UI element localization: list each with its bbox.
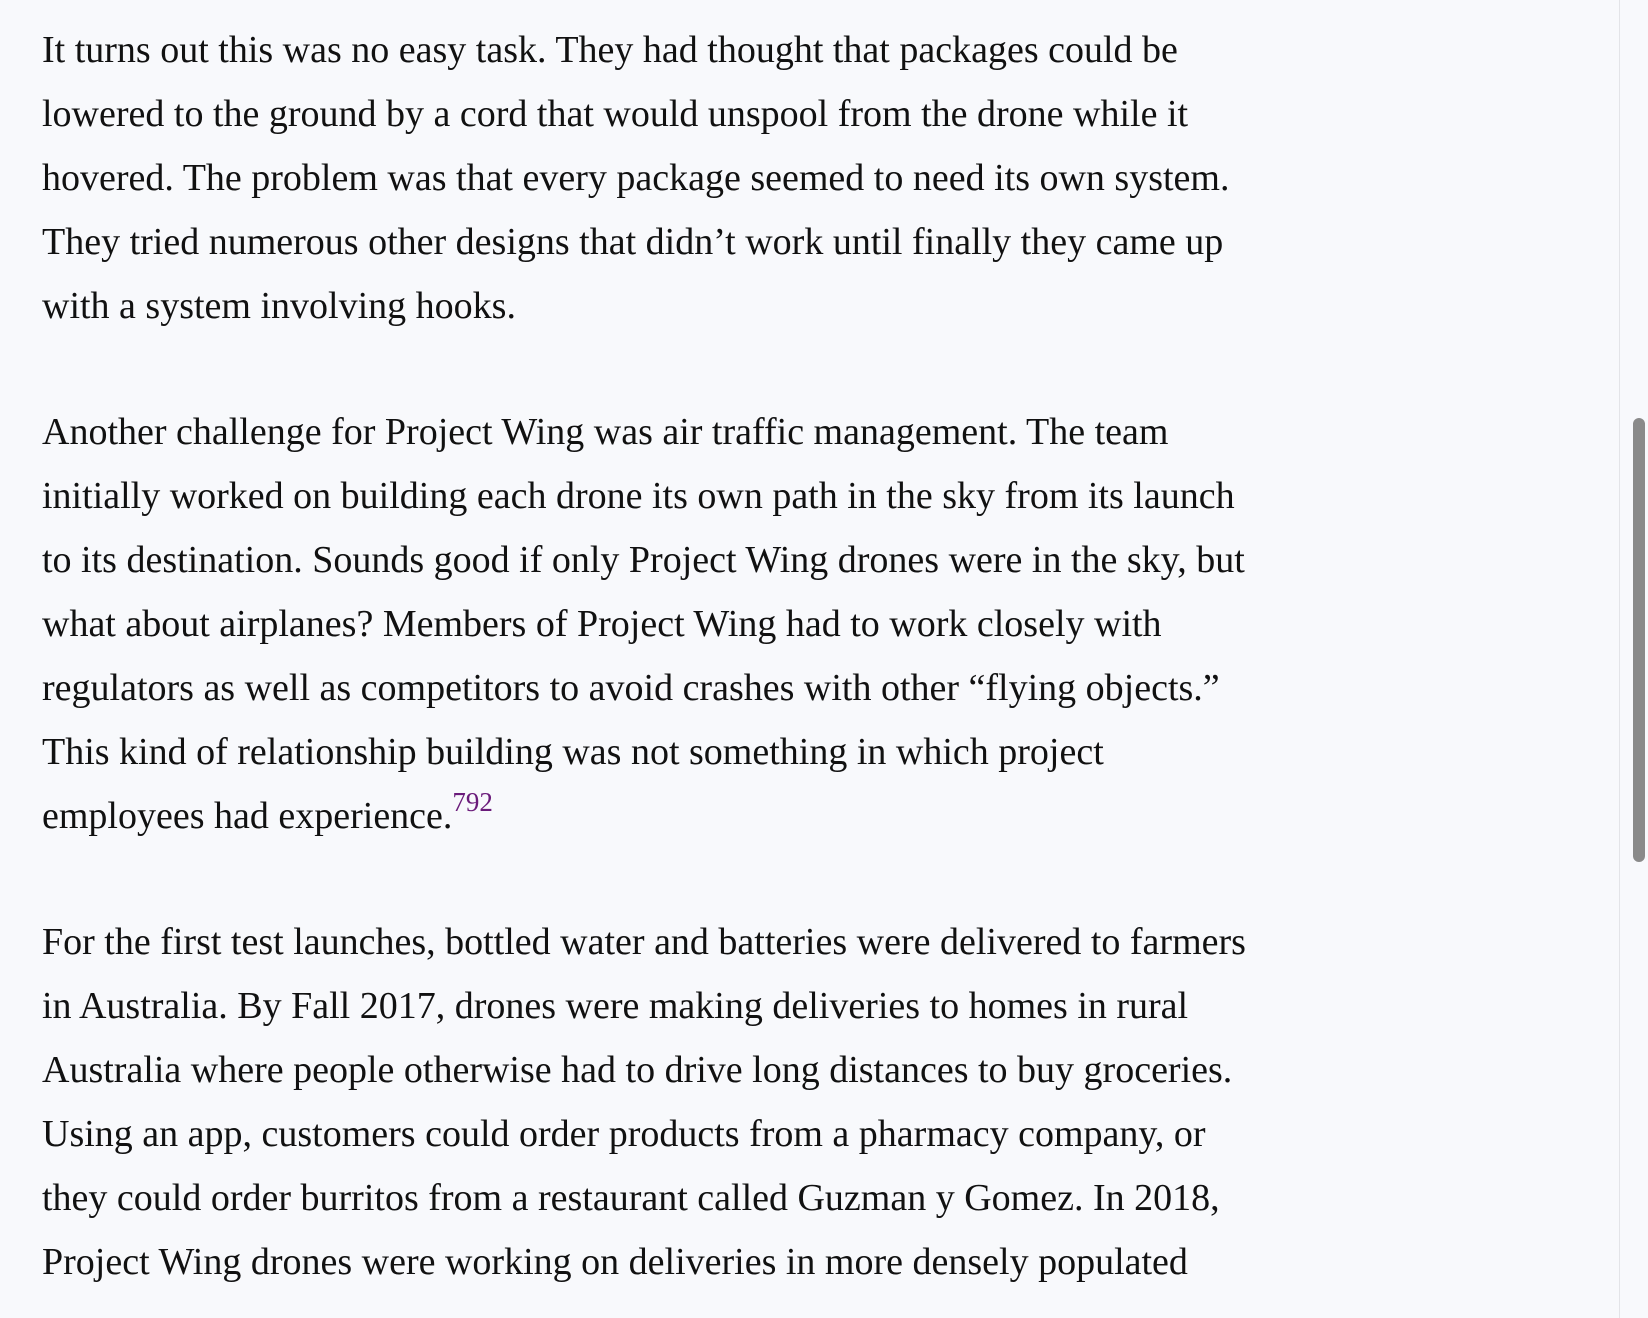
text-line: Australia where people otherwise had to drive long distances to buy groceries.: [42, 1049, 1233, 1091]
scrollbar-thumb[interactable]: [1633, 418, 1645, 862]
text-line: hovered. The problem was that every package seemed to need its own system.: [42, 157, 1230, 199]
text-line: It turns out this was no easy task. They had thought that packages could be: [42, 29, 1178, 71]
page-content: [42, 18, 1422, 1318]
text-line: regulators as well as competitors to avoid crashes with other “flying objects.”: [42, 667, 1220, 709]
paragraph-1: [42, 18, 1422, 338]
paragraph-3: [42, 910, 1422, 1294]
text-line: Using an app, customers could order products from a pharmacy company, or: [42, 1113, 1206, 1155]
text-line: Another challenge for Project Wing was air traffic management. The team: [42, 411, 1169, 453]
text-line: employees had experience.: [42, 795, 453, 837]
text-line: what about airplanes? Members of Project Wing had to work closely with: [42, 603, 1162, 645]
text-line-with-footnote: [42, 784, 1422, 848]
text-line: they could order burritos from a restaurant called Guzman y Gomez. In 2018,: [42, 1177, 1220, 1219]
text-line: in Australia. By Fall 2017, drones were making deliveries to homes in rural: [42, 985, 1189, 1027]
paragraph-2: [42, 400, 1422, 848]
text-line: initially worked on building each drone its own path in the sky from its launch: [42, 475, 1235, 517]
footnote-link[interactable]: 792: [452, 787, 493, 817]
text-line: lowered to the ground by a cord that would unspool from the drone while it: [42, 93, 1189, 135]
text-line: Project Wing drones were working on deliveries in more densely populated: [42, 1241, 1188, 1283]
text-line: They tried numerous other designs that didn’t work until finally they came up: [42, 221, 1224, 263]
text-line: This kind of relationship building was not something in which project: [42, 731, 1104, 773]
vertical-scrollbar[interactable]: [1619, 0, 1648, 1318]
text-line: to its destination. Sounds good if only Project Wing drones were in the sky, but: [42, 539, 1245, 581]
text-line: For the first test launches, bottled water and batteries were delivered to farmers: [42, 921, 1246, 963]
text-line: with a system involving hooks.: [42, 285, 516, 327]
